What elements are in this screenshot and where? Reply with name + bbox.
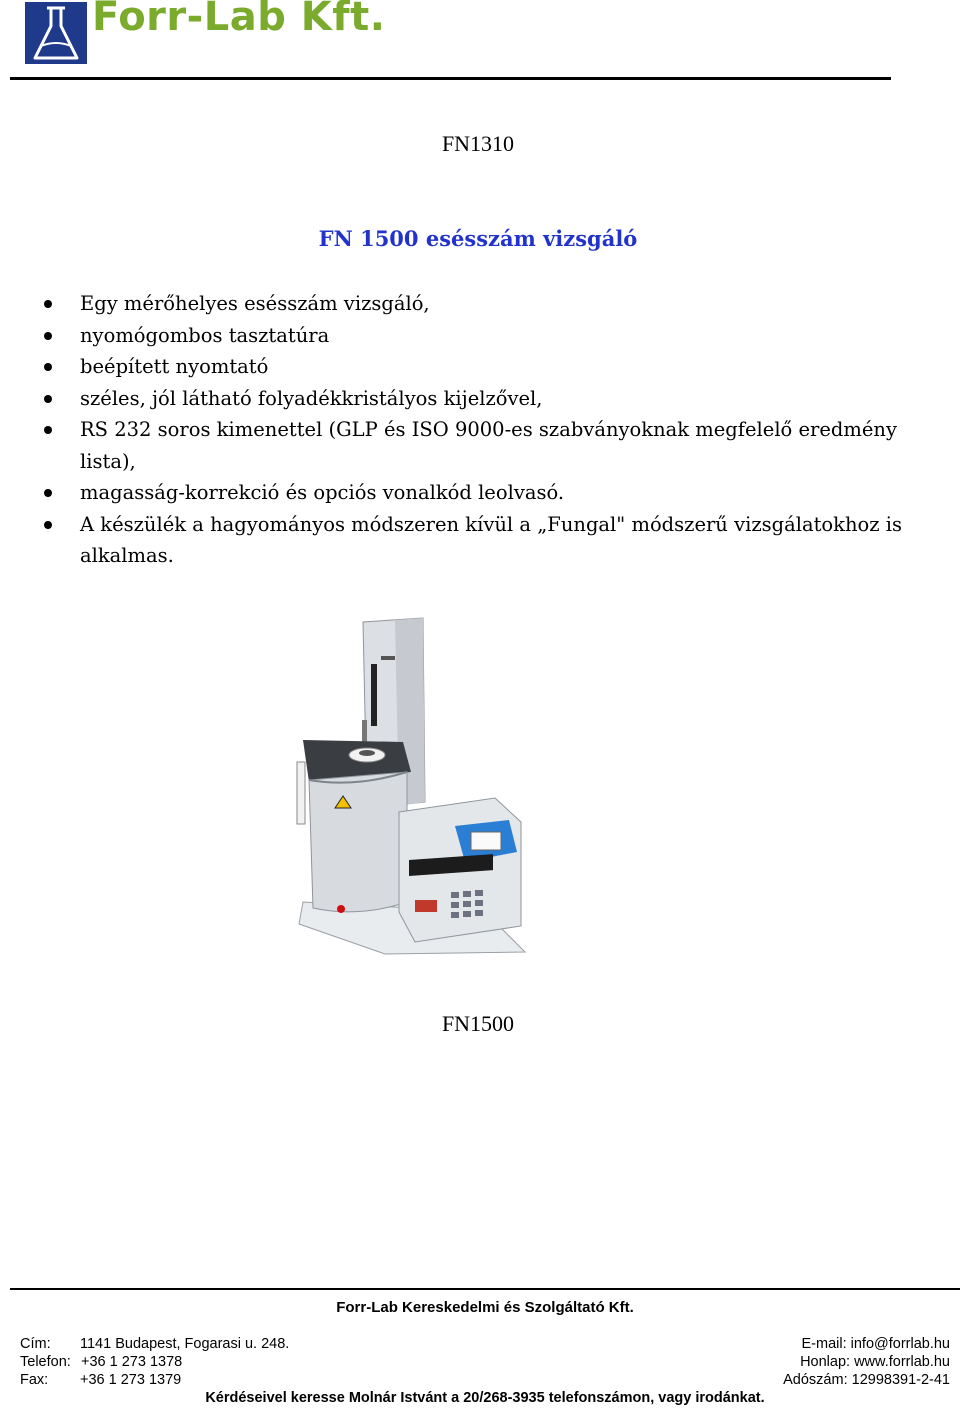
contact-note: Kérdéseivel keresse Molnár Istvánt a 20/268-3935 telefonszámon, vagy irodánkat. <box>205 1390 765 1406</box>
falling-number-instrument-image <box>295 612 535 960</box>
address-label: Cím: <box>20 1336 51 1352</box>
footer-row-address <box>20 1336 950 1354</box>
bullet-icon <box>44 521 52 529</box>
footer-row-fax <box>20 1372 950 1390</box>
list-item: A készülék a hagyományos módszeren kívül a „Fungal" módszerű vizsgálatokhoz is alkalmas. <box>40 509 940 572</box>
document-code: FN1310 <box>441 131 515 156</box>
website-text: Honlap: www.forrlab.hu <box>800 1354 950 1370</box>
tax-id-text: Adószám: 12998391-2-41 <box>783 1372 950 1388</box>
bullet-icon <box>44 395 52 403</box>
company-logo-text: Forr-Lab Kft. <box>92 0 386 40</box>
feature-list <box>40 288 940 572</box>
bullet-icon <box>44 332 52 340</box>
flask-logo-icon <box>25 2 87 64</box>
list-item: RS 232 soros kimenettel (GLP és ISO 9000-es szabványoknak megfelelő eredmény lista), <box>40 414 940 477</box>
fax-label: Fax: <box>20 1372 49 1388</box>
list-item: magasság-korrekció és opciós vonalkód leolvasó. <box>40 477 940 509</box>
fax-value: +36 1 273 1379 <box>80 1372 182 1388</box>
list-item: beépített nyomtató <box>40 351 940 383</box>
list-item: nyomógombos tasztatúra <box>40 320 940 352</box>
list-item: széles, jól látható folyadékkristályos kijelzővel, <box>40 383 940 415</box>
bullet-icon <box>44 426 52 434</box>
email-text: E-mail: info@forrlab.hu <box>801 1336 950 1352</box>
bullet-icon <box>44 300 52 308</box>
product-title: FN 1500 esésszám vizsgáló <box>318 226 638 251</box>
footer-row-phone <box>20 1354 950 1372</box>
address-value: 1141 Budapest, Fogarasi u. 248. <box>80 1336 290 1352</box>
header-divider <box>10 77 891 80</box>
footer-divider <box>10 1288 960 1290</box>
bullet-icon <box>44 489 52 497</box>
phone-label: Telefon: <box>20 1354 71 1370</box>
phone-value: +36 1 273 1378 <box>81 1354 183 1370</box>
list-item: Egy mérőhelyes esésszám vizsgáló, <box>40 288 940 320</box>
page-header <box>0 0 960 82</box>
bullet-icon <box>44 363 52 371</box>
footer-company-name: Forr-Lab Kereskedelmi és Szolgáltató Kft. <box>336 1299 634 1316</box>
image-caption: FN1500 <box>441 1011 515 1036</box>
